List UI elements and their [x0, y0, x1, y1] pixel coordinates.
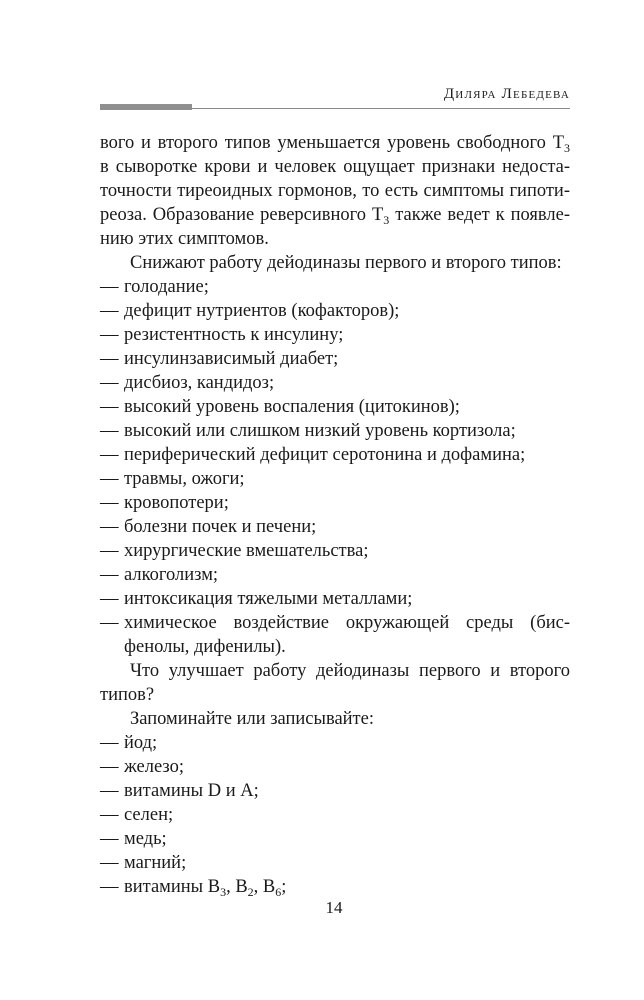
list-item: — витамины $В_3$, $В_2$, $В_6$;: [100, 877, 287, 899]
list-item: — магний;: [100, 853, 187, 873]
running-head-author: Диляра Лебедева: [443, 86, 570, 102]
page-number: 14: [325, 898, 343, 917]
list-item: — витамины D и А;: [100, 781, 259, 801]
list-item: — высокий уровень воспаления (цитокинов);: [100, 397, 460, 417]
list-item: — дисбиоз, кандидоз;: [100, 373, 275, 393]
list-item: — медь;: [100, 829, 167, 849]
header-rule-accent: [100, 104, 192, 110]
list-item: — резистентность к инсулину;: [100, 325, 344, 345]
question-line: типов?: [100, 685, 155, 705]
reduce-factors-list: [100, 275, 570, 659]
list-heading: Снижают работу дейодиназы первого и второго типов:: [130, 253, 562, 273]
list-item: — йод;: [100, 733, 158, 753]
paragraph-line: нию этих симптомов.: [100, 229, 269, 249]
list-item: — кровопотери;: [100, 493, 229, 513]
paragraph-line: точности тиреоидных гормонов, то есть симптомы гипоти-: [100, 181, 570, 201]
list-item: — железо;: [100, 757, 185, 777]
list-item: — интоксикация тяжелыми металлами;: [100, 589, 413, 609]
list-item: — инсулинзависимый диабет;: [100, 349, 339, 369]
body-text: [100, 131, 570, 899]
improve-factors-list: [100, 731, 570, 899]
paragraph-line: вого и второго типов уменьшается уровень свободного $Т_3$: [100, 133, 570, 155]
list-heading: Запоминайте или записывайте:: [130, 709, 374, 729]
list-item: — травмы, ожоги;: [100, 469, 245, 489]
list-item: — болезни почек и печени;: [100, 517, 317, 537]
list-item: — селен;: [100, 805, 174, 825]
list-item: — высокий или слишком низкий уровень кортизола;: [100, 421, 516, 441]
list-item: — голодание;: [100, 277, 209, 297]
list-item: — хирургические вмешательства;: [100, 541, 369, 561]
list-item: — периферический дефицит серотонина и дофамина;: [100, 445, 526, 465]
paragraph-line: реоза. Образование реверсивного $Т_3$ также ведет к появле-: [100, 205, 570, 227]
list-item: — алкоголизм;: [100, 565, 219, 585]
list-item: — химическое воздействие окружающей среды (бис-: [100, 613, 570, 633]
list-item: — дефицит нутриентов (кофакторов);: [100, 301, 400, 321]
paragraph-line: в сыворотке крови и человек ощущает признаки недоста-: [100, 157, 570, 177]
question-line: Что улучшает работу дейодиназы первого и второго: [130, 661, 570, 681]
list-item-continuation: фенолы, дифенилы).: [124, 637, 286, 657]
